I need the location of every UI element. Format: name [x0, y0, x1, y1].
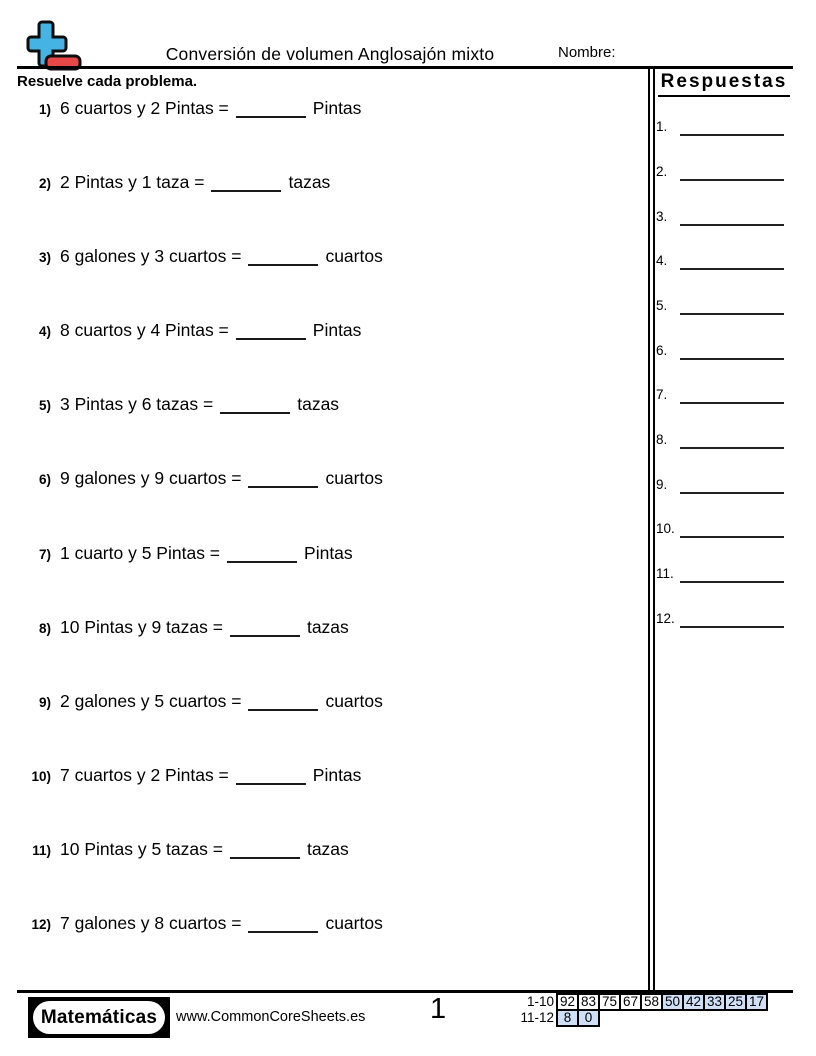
problem-unit: Pintas	[312, 320, 362, 340]
problem-question: 9 galones y 9 cuartos =	[60, 468, 242, 488]
answer-blank	[248, 707, 318, 711]
answer-line	[680, 177, 784, 181]
problem-number: 4)	[38, 324, 51, 339]
answer-line	[680, 579, 784, 583]
answer-line	[680, 222, 784, 226]
score-cell: 58	[640, 993, 663, 1011]
problem-number: 7)	[38, 547, 51, 562]
score-cell: 67	[619, 993, 642, 1011]
problem-unit: cuartos	[325, 691, 383, 711]
problem-unit: tazas	[306, 617, 349, 637]
answer-number: 9.	[656, 477, 668, 492]
problem-row	[17, 691, 383, 715]
answer-number: 7.	[656, 387, 668, 402]
problem-number: 10)	[31, 769, 51, 784]
answer-number: 8.	[656, 432, 668, 447]
problem-number: 1)	[38, 102, 51, 117]
header-divider	[17, 66, 793, 69]
answer-blank	[248, 484, 318, 488]
problem-row	[17, 98, 361, 122]
problem-row	[17, 543, 353, 567]
answer-number: 5.	[656, 298, 668, 313]
problem-question: 7 galones y 8 cuartos =	[60, 913, 242, 933]
score-cell: 50	[661, 993, 684, 1011]
score-cell: 92	[556, 993, 579, 1011]
problem-question: 10 Pintas y 5 tazas =	[60, 839, 223, 859]
answer-number: 11.	[656, 566, 674, 581]
answer-number: 3.	[656, 209, 668, 224]
problem-row	[17, 394, 339, 418]
problem-number: 12)	[31, 917, 51, 932]
answer-blank	[211, 188, 281, 192]
answer-row	[656, 611, 790, 631]
answer-line	[680, 356, 784, 360]
score-row-label: 11-12	[520, 1010, 554, 1025]
answer-line	[680, 266, 784, 270]
problem-unit: Pintas	[304, 543, 353, 563]
answer-line	[680, 490, 784, 494]
problem-row	[17, 246, 383, 270]
answer-row	[656, 343, 790, 363]
problem-number: 3)	[38, 250, 51, 265]
answer-row	[656, 521, 790, 541]
instruction-text: Resuelve cada problema.	[17, 73, 198, 90]
answer-blank	[227, 559, 297, 563]
answer-row	[656, 477, 790, 497]
problem-question: 1 cuarto y 5 Pintas =	[60, 543, 221, 563]
problem-question: 7 cuartos y 2 Pintas =	[60, 765, 229, 785]
problem-question: 6 cuartos y 2 Pintas =	[60, 98, 229, 118]
answer-line	[680, 311, 784, 315]
answer-row	[656, 566, 790, 586]
problem-unit: Pintas	[312, 98, 362, 118]
problem-number: 8)	[38, 621, 51, 636]
answer-number: 12.	[656, 611, 675, 626]
answer-line	[680, 400, 784, 404]
answer-blank	[236, 781, 306, 785]
answer-blank	[230, 633, 300, 637]
score-table	[517, 993, 768, 1027]
problem-unit: tazas	[288, 172, 331, 192]
score-cell: 17	[745, 993, 768, 1011]
answer-row	[656, 253, 790, 273]
problem-number: 9)	[38, 695, 51, 710]
answer-row	[656, 164, 790, 184]
problem-row	[17, 172, 330, 196]
problem-question: 8 cuartos y 4 Pintas =	[60, 320, 229, 340]
answer-line	[680, 132, 784, 136]
score-cell: 83	[577, 993, 600, 1011]
answer-row	[656, 387, 790, 407]
answers-title: Respuestas	[658, 71, 790, 97]
answer-blank	[236, 336, 306, 340]
score-row-label: 1-10	[526, 994, 554, 1009]
answer-row	[656, 209, 790, 229]
answer-number: 10.	[656, 521, 675, 536]
problem-row	[17, 320, 361, 344]
problem-unit: cuartos	[325, 913, 383, 933]
problem-number: 2)	[38, 176, 51, 191]
problem-row	[17, 913, 383, 937]
problem-question: 3 Pintas y 6 tazas =	[60, 394, 214, 414]
problem-row	[17, 617, 349, 641]
answer-row	[656, 119, 790, 139]
answer-number: 6.	[656, 343, 668, 358]
score-row-2	[517, 1009, 768, 1027]
problem-unit: cuartos	[325, 468, 383, 488]
score-cell: 0	[577, 1009, 600, 1027]
problem-number: 6)	[38, 472, 51, 487]
problem-row	[17, 765, 361, 789]
problem-row	[17, 839, 349, 863]
page-number: 1	[430, 993, 447, 1025]
problem-unit: Pintas	[312, 765, 362, 785]
problem-number: 5)	[38, 398, 51, 413]
brand-label: Matemáticas	[33, 1001, 165, 1034]
answer-row	[656, 432, 790, 452]
score-cell: 75	[598, 993, 621, 1011]
answers-divider	[648, 66, 655, 992]
score-cell: 25	[724, 993, 747, 1011]
problem-number: 11)	[32, 843, 51, 858]
answer-line	[680, 624, 784, 628]
problem-unit: tazas	[297, 394, 340, 414]
problem-unit: cuartos	[325, 246, 383, 266]
problem-question: 6 galones y 3 cuartos =	[60, 246, 242, 266]
answer-blank	[230, 855, 300, 859]
name-label: Nombre:	[558, 44, 616, 61]
answer-number: 4.	[656, 253, 668, 268]
answer-number: 1.	[656, 119, 668, 134]
answer-blank	[248, 929, 318, 933]
answer-blank	[236, 114, 306, 118]
brand-logo	[28, 997, 170, 1038]
answer-blank	[220, 410, 290, 414]
problem-question: 2 Pintas y 1 taza =	[60, 172, 205, 192]
score-cell: 42	[682, 993, 705, 1011]
problem-unit: tazas	[306, 839, 349, 859]
answer-line	[680, 534, 784, 538]
answer-blank	[248, 262, 318, 266]
answer-row	[656, 298, 790, 318]
page-title: Conversión de volumen Anglosajón mixto	[165, 44, 495, 64]
website-url: www.CommonCoreSheets.es	[176, 1009, 366, 1025]
problem-question: 2 galones y 5 cuartos =	[60, 691, 242, 711]
answer-line	[680, 445, 784, 449]
answer-number: 2.	[656, 164, 668, 179]
score-cell: 8	[556, 1009, 579, 1027]
problem-row	[17, 468, 383, 492]
score-cell: 33	[703, 993, 726, 1011]
problem-question: 10 Pintas y 9 tazas =	[60, 617, 223, 637]
